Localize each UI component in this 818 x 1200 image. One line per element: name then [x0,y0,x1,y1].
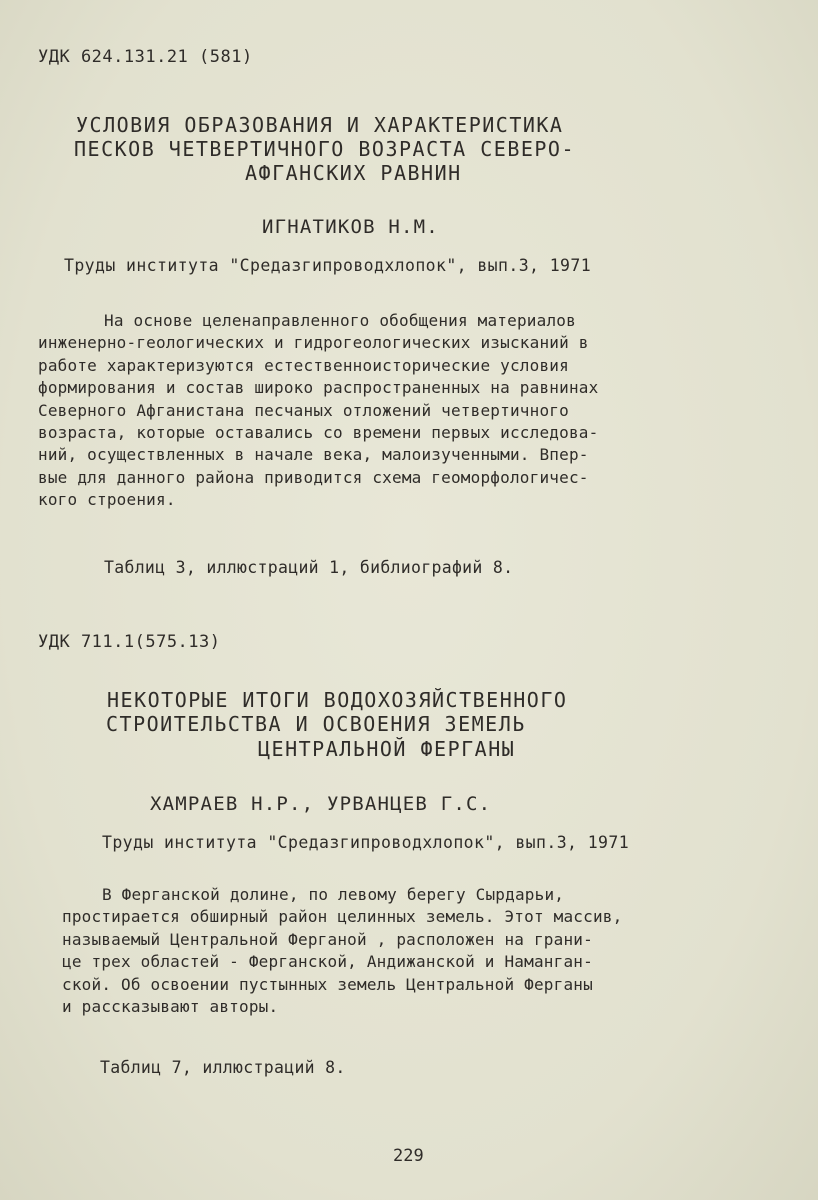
abstract-line: Северного Афганистана песчаных отложений четвертичного [38,400,569,420]
page-number: 229 [393,1146,424,1166]
tables-figures-count: Таблиц 7, иллюстраций 8. [100,1058,346,1077]
title-line: АФГАНСКИХ РАВНИН [245,161,462,185]
abstract-line: возраста, которые оставались со времени первых исследова- [38,423,599,443]
tables-figures-count: Таблиц 3, иллюстраций 1, библиографий 8. [104,558,514,577]
source-citation: Труды института "Средазгипроводхлопок", вып.3, 1971 [102,833,630,852]
title-line: СТРОИТЕЛЬСТВА И ОСВОЕНИЯ ЗЕМЕЛЬ [106,712,526,736]
abstract-line: инженерно-геологических и гидрогеологических изысканий в [38,333,589,353]
udc-code: УДК 624.131.21 (581) [38,47,253,67]
abstract-line: це трех областей - Ферганской, Андижанской и Наманган- [62,952,593,972]
abstract-line: На основе целенаправленного обобщения материалов [104,311,576,330]
abstract [62,884,622,1018]
abstract-line: формирования и состав широко распространенных на равнинах [38,378,599,398]
udc-code: УДК 711.1(575.13) [38,632,221,652]
title-line: ПЕСКОВ ЧЕТВЕРТИЧНОГО ВОЗРАСТА СЕВЕРО- [74,137,576,161]
abstract-line: и рассказывают авторы. [62,997,279,1017]
title-line: НЕКОТОРЫЕ ИТОГИ ВОДОХОЗЯЙСТВЕННОГО [107,688,568,712]
title-line: УСЛОВИЯ ОБРАЗОВАНИЯ И ХАРАКТЕРИСТИКА [76,113,564,137]
abstract-line: работе характеризуются естественноисторические условия [38,355,569,375]
title-line: ЦЕНТРАЛЬНОЙ ФЕРГАНЫ [258,737,516,761]
abstract-line: называемый Центральной Ферганой , расположен на грани- [62,929,593,949]
source-citation: Труды института "Средазгипроводхлопок", вып.3, 1971 [64,256,592,275]
abstract-line: ний, осуществленных в начале века, малоизученными. Впер- [38,445,589,465]
abstract-line: ской. Об освоении пустынных земель Центральной Ферганы [62,974,593,994]
abstract-line: простирается обширный район целинных земель. Этот массив, [62,907,623,927]
authors: ИГНАТИКОВ Н.М. [262,216,439,238]
abstract-line: кого строения. [38,490,176,510]
authors: ХАМРАЕВ Н.Р., УРВАНЦЕВ Г.С. [150,793,492,815]
abstract-line: В Ферганской долине, по левому берегу Сырдарьи, [102,885,565,904]
abstract [38,310,598,512]
abstract-line: вые для данного района приводится схема геоморфологичес- [38,467,589,487]
